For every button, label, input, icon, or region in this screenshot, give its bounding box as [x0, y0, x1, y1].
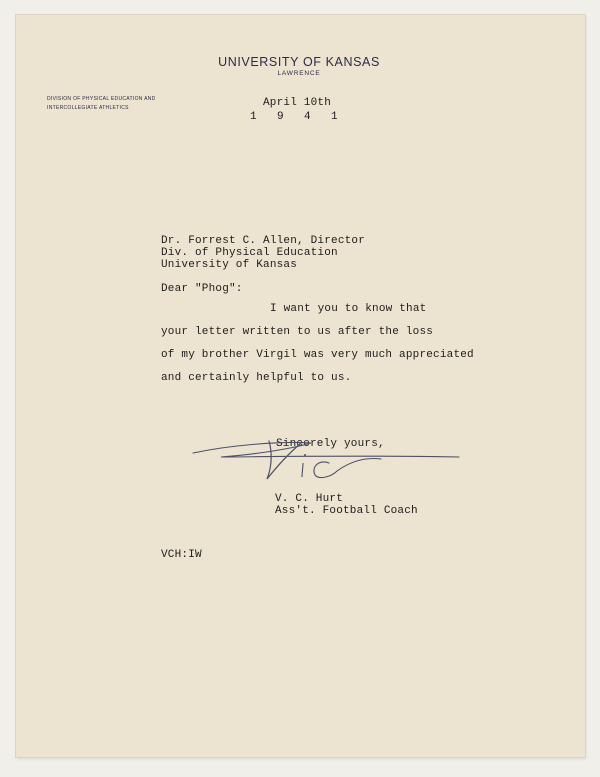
division-heading [47, 95, 156, 113]
letter-sheet [16, 15, 585, 757]
body-line-2: your letter written to us after the loss [161, 326, 434, 338]
recipient-line-3: University of Kansas [161, 259, 298, 271]
salutation: Dear "Phog": [161, 283, 243, 295]
signer-name: V. C. Hurt [275, 493, 344, 505]
letterhead-city: LAWRENCE [277, 70, 321, 77]
body-line-4: and certainly helpful to us. [161, 372, 352, 384]
date-day: April 10th [263, 97, 332, 109]
division-line-1: DIVISION OF PHYSICAL EDUCATION AND [47, 96, 156, 102]
reference-initials: VCH:IW [161, 549, 202, 561]
division-line-2: INTERCOLLEGIATE ATHLETICS [47, 105, 129, 111]
signer-title: Ass't. Football Coach [275, 505, 418, 517]
body-line-3: of my brother Virgil was very much appreciated [161, 349, 474, 361]
date-year: 1 9 4 1 [250, 111, 341, 123]
letterhead-title: UNIVERSITY OF KANSAS [218, 55, 380, 69]
body-line-1: I want you to know that [270, 303, 427, 315]
closing: Sincerely yours, [276, 438, 385, 450]
recipient-line-2: Div. of Physical Education [161, 247, 338, 259]
handwritten-signature [191, 435, 461, 495]
recipient-line-1: Dr. Forrest C. Allen, Director [161, 235, 366, 247]
